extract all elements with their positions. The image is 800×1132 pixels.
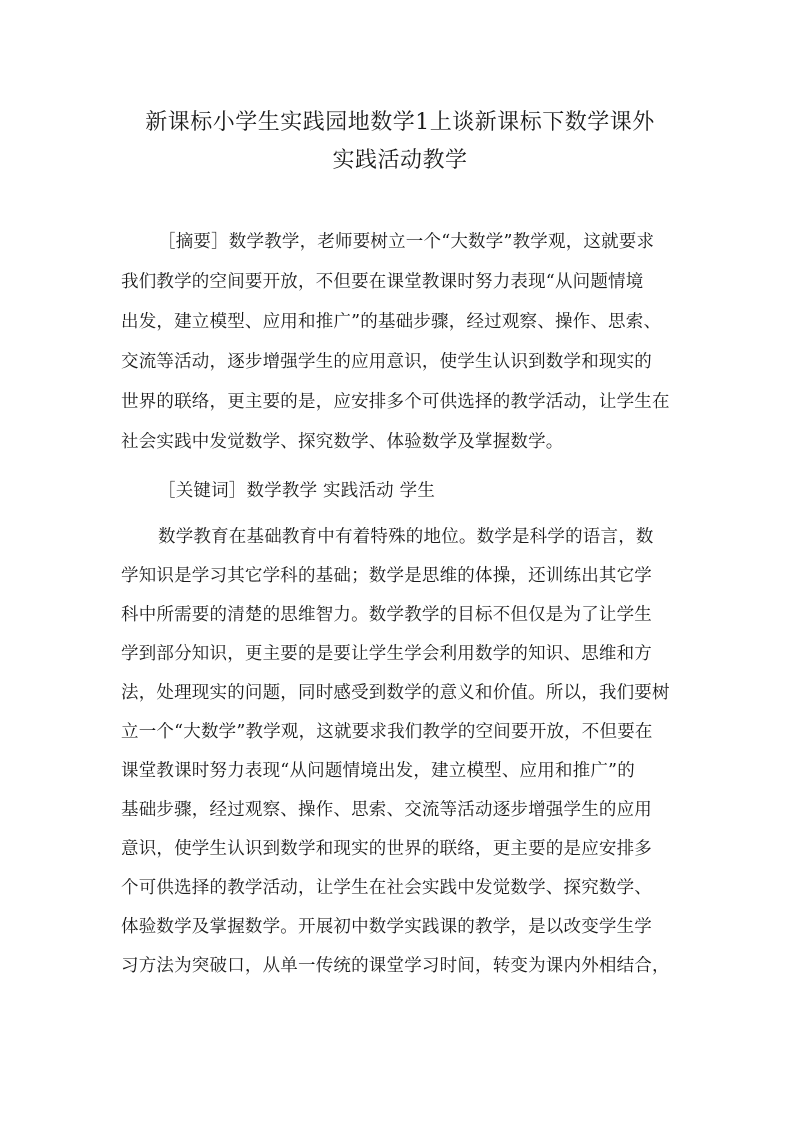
abstract-line: 交流等活动，逐步增强学生的应用意识，使学生认识到数学和现实的 <box>121 352 652 372</box>
abstract-line: 出发，建立模型、应用和推广”的基础步骤，经过观察、操作、思索、 <box>121 312 662 332</box>
abstract-line: 社会实践中发觉数学、探究数学、体验数学及掌握数学。 <box>121 432 564 452</box>
document-title-line-2: 实践活动教学 <box>332 148 468 173</box>
body-line: 法，处理现实的问题，同时感受到数学的意义和价值。所以，我们要树 <box>121 683 670 703</box>
body-line: 科中所需要的清楚的思维智力。数学教学的目标不但仅是为了让学生 <box>121 605 652 625</box>
body-line: 数学教育在基础教育中有着特殊的地位。数学是科学的语言，数 <box>158 527 654 547</box>
abstract-line: 世界的联络，更主要的是，应安排多个可供选择的教学活动，让学生在 <box>121 392 670 412</box>
keywords-line: ［关键词］数学教学 实践活动 学生 <box>158 481 436 501</box>
body-line: 立一个“大数学”教学观，这就要求我们教学的空间要开放，不但要在 <box>121 722 653 742</box>
body-line: 意识，使学生认识到数学和现实的世界的联络，更主要的是应安排多 <box>121 839 652 859</box>
body-line: 学到部分知识，更主要的是要让学生学会利用数学的知识、思维和方 <box>121 644 652 664</box>
body-line: 基础步骤，经过观察、操作、思索、交流等活动逐步增强学生的应用 <box>121 800 652 820</box>
abstract-line: ［摘要］数学教学，老师要树立一个“大数学”教学观，这就要求 <box>158 232 655 252</box>
body-line: 习方法为突破口，从单一传统的课堂学习时间，转变为课内外相结合， <box>121 956 670 976</box>
body-line: 个可供选择的教学活动，让学生在社会实践中发觉数学、探究数学、 <box>121 878 652 898</box>
body-line: 学知识是学习其它学科的基础；数学是思维的体操，还训练出其它学 <box>121 566 652 586</box>
body-line: 课堂教课时努力表现“从问题情境出发，建立模型、应用和推广”的 <box>121 761 635 781</box>
body-line: 体验数学及掌握数学。开展初中数学实践课的教学，是以改变学生学 <box>121 917 652 937</box>
document-title-line-1: 新课标小学生实践园地数学1上谈新课标下数学课外 <box>145 110 655 135</box>
abstract-line: 我们教学的空间要开放，不但要在课堂教课时努力表现“从问题情境 <box>121 272 644 292</box>
